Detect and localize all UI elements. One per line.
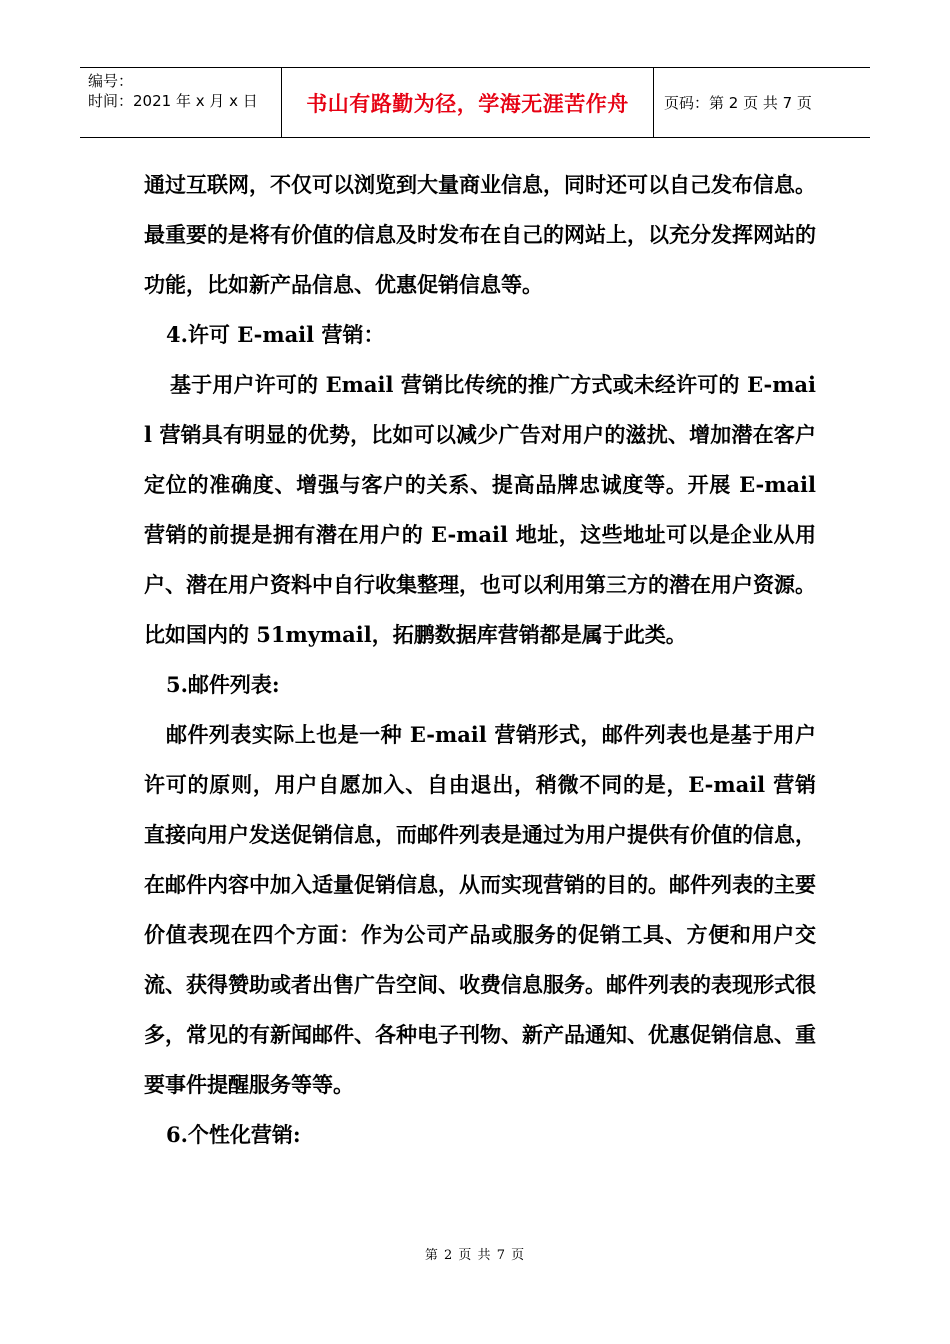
paragraph-permission-email: 基于用户许可的 Email 营销比传统的推广方式或未经许可的 E-mail 营销具有明显的优势，比如可以减少广告对用户的滋扰、增加潜在客户定位的准确度、增强与客户的关系、提高品牌忠诚度等。开展 E-mail 营销的前提是拥有潜在用户的 E-mail 地址，这些地址可以是企业从用户、潜在用户资料中自行收集整理，也可以利用第三方的潜在用户资源。比如国内的 51mymail，拓鹏数据库营销都是属于此类。 [144,372,816,647]
section-heading-personalized-marketing: 6.个性化营销: [166,1122,301,1147]
serial-number-label: 编号： [88,72,134,90]
date-label: 时间：2021 年 x 月 x 日 [88,92,258,110]
document-body [144,160,816,1160]
paragraph-mailing-list: 邮件列表实际上也是一种 E-mail 营销形式，邮件列表也是基于用户许可的原则，用户自愿加入、自由退出，稍微不同的是，E-mail 营销直接向用户发送促销信息，而邮件列表是通过为用户提供有价值的信息，在邮件内容中加入适量促销信息，从而实现营销的目的。邮件列表的主要价值表现在四个方面：作为公司产品或服务的促销工具、方便和用户交流、获得赞助或者出售广告空间、收费信息服务。邮件列表的表现形式很多，常见的有新闻邮件、各种电子刊物、新产品通知、优惠促销信息、重要事件提醒服务等等。 [144,722,816,1097]
page-footer: 第 2 页 共 7 页 [424,1248,526,1263]
page-header [80,67,870,138]
section-heading-mailing-list: 5.邮件列表: [166,672,280,697]
header-page-info: 页码：第 2 页 共 7 页 [664,94,812,112]
header-motto: 书山有路勤为径，学海无涯苦作舟 [282,68,654,137]
header-meta [80,68,282,137]
paragraph-intro: 通过互联网，不仅可以浏览到大量商业信息，同时还可以自己发布信息。最重要的是将有价值的信息及时发布在自己的网站上，以充分发挥网站的功能，比如新产品信息、优惠促销信息等。 [144,172,816,297]
section-heading-permission-email: 4.许可 E-mail 营销： [166,322,385,347]
